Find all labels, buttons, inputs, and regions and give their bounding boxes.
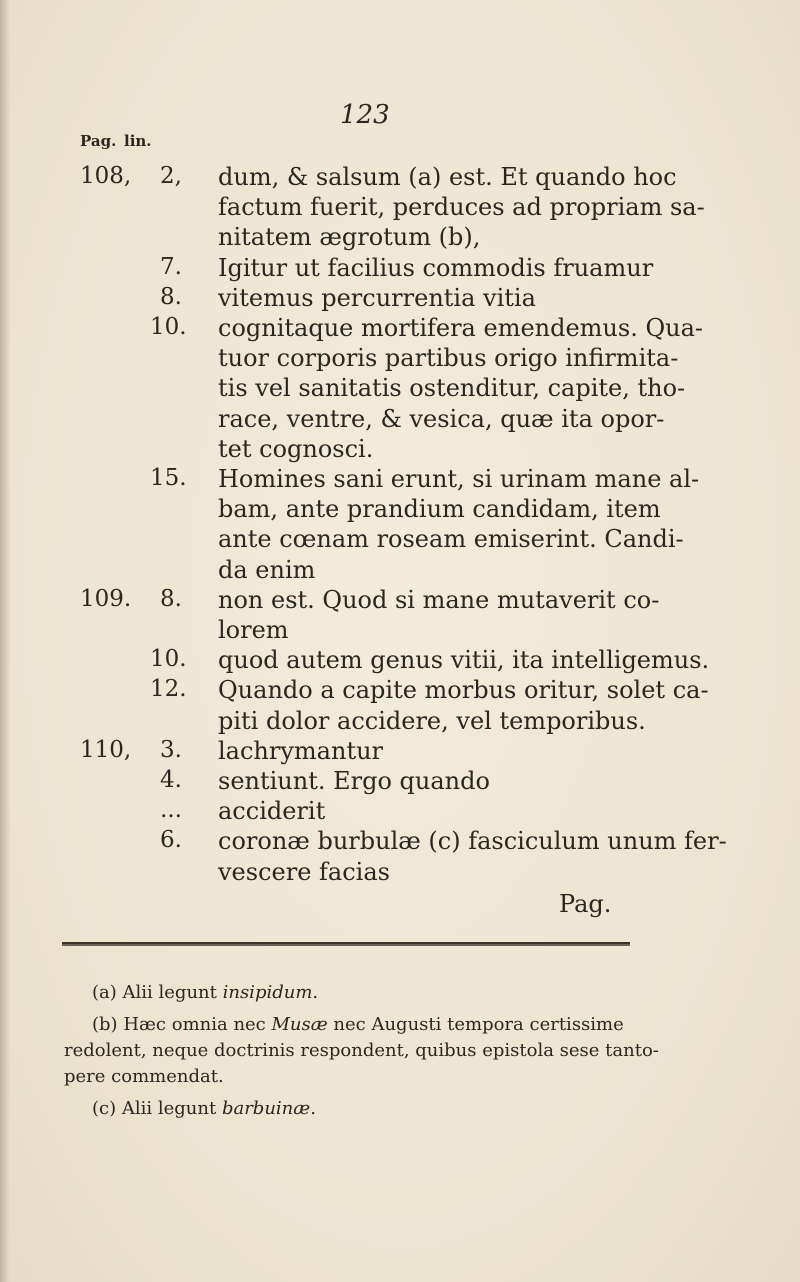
line-page-ref: 110,: [80, 736, 132, 763]
line-text: dum, & salsum (a) est. Et quando hoc: [218, 163, 677, 191]
line-number-ref: 8.: [160, 585, 182, 612]
line-number-ref: ...: [160, 797, 182, 824]
line-text: ante cœnam roseam emiserint. Candi-: [218, 525, 684, 554]
footnote: [92, 982, 318, 1003]
page-column-header: Pag.: [80, 132, 117, 150]
line-number-ref: 7.: [160, 253, 182, 280]
footnote-text: pere commendat.: [64, 1066, 224, 1087]
footnote: [64, 1040, 659, 1061]
footnote-text: Hæc omnia nec: [123, 1014, 272, 1035]
line-number-ref: 8.: [160, 283, 182, 310]
footnote-end: .: [310, 1098, 316, 1119]
line-text: tis vel sanitatis ostenditur, capite, tho-: [218, 374, 686, 403]
line-text: acciderit: [218, 797, 326, 826]
line-text: lachrymantur: [218, 736, 384, 765]
line-text: Quando a capite morbus oritur, solet ca-: [218, 676, 709, 705]
line-text: race, ventre, & vesica, quæ ita opor-: [218, 404, 665, 433]
footnote-italic: barbuinæ: [221, 1098, 311, 1119]
line-text: quod autem genus vitii, ita intelligemus.: [218, 646, 710, 675]
line-text: Homines sani erunt, si urinam mane al-: [218, 465, 700, 493]
line-text: vescere facias: [218, 857, 390, 886]
line-text: da enim: [218, 555, 316, 584]
line-text: piti dolor accidere, vel temporibus.: [218, 706, 646, 735]
line-text: Igitur ut facilius commodis fruamur: [218, 253, 654, 282]
line-text: non est. Quod si mane mutaverit co-: [218, 585, 660, 614]
line-text: tet cognosci.: [218, 434, 374, 463]
footnote-text: redolent, neque doctrinis respondent, quibus epistola sese tanto-: [64, 1040, 659, 1061]
footnote-mark: (a): [92, 982, 117, 1003]
text-line: [0, 858, 800, 894]
footnote-italic: insipidum: [222, 982, 313, 1003]
line-number-ref: 2,: [160, 163, 182, 189]
page-number: 123: [340, 100, 390, 130]
line-number-ref: 12.: [150, 676, 187, 703]
line-number-ref: 10.: [150, 646, 187, 673]
footnote: [64, 1066, 224, 1087]
line-text: nitatem ægrotum (b),: [218, 223, 481, 252]
line-column-header: lin.: [124, 132, 152, 150]
footnote: [92, 1098, 316, 1119]
footnote-text: Alii legunt: [121, 1098, 222, 1119]
line-text: vitemus percurrentia vitia: [218, 283, 536, 312]
line-text: sentiunt. Ergo quando: [218, 767, 490, 795]
footnote-text: Alii legunt: [122, 982, 223, 1003]
footnote-mark: (b): [92, 1014, 118, 1035]
line-text: lorem: [218, 616, 289, 644]
catchword: Pag.: [559, 890, 612, 918]
line-text: bam, ante prandium candidam, item: [218, 495, 661, 524]
footnote-mark: (c): [92, 1098, 117, 1119]
line-number-ref: 10.: [150, 314, 187, 340]
footnote-rule: [62, 942, 630, 946]
footnote-italic: Musæ: [271, 1014, 328, 1035]
line-page-ref: 108,: [80, 163, 132, 189]
line-number-ref: 4.: [160, 767, 182, 793]
line-number-ref: 3.: [160, 736, 182, 763]
line-text: factum fuerit, perduces ad propriam sa-: [218, 193, 705, 222]
line-text: cognitaque mortifera emendemus. Qua-: [218, 314, 704, 342]
footnote: [92, 1014, 624, 1035]
footnote-end: nec Augusti tempora certissime: [327, 1014, 624, 1035]
line-text: tuor corporis partibus origo infirmita-: [218, 344, 679, 373]
line-number-ref: 15.: [150, 465, 187, 491]
footnote-end: .: [312, 982, 319, 1003]
line-page-ref: 109.: [80, 585, 132, 612]
line-number-ref: 6.: [160, 827, 182, 854]
line-text: coronæ burbulæ (c) fasciculum unum fer-: [218, 827, 727, 856]
